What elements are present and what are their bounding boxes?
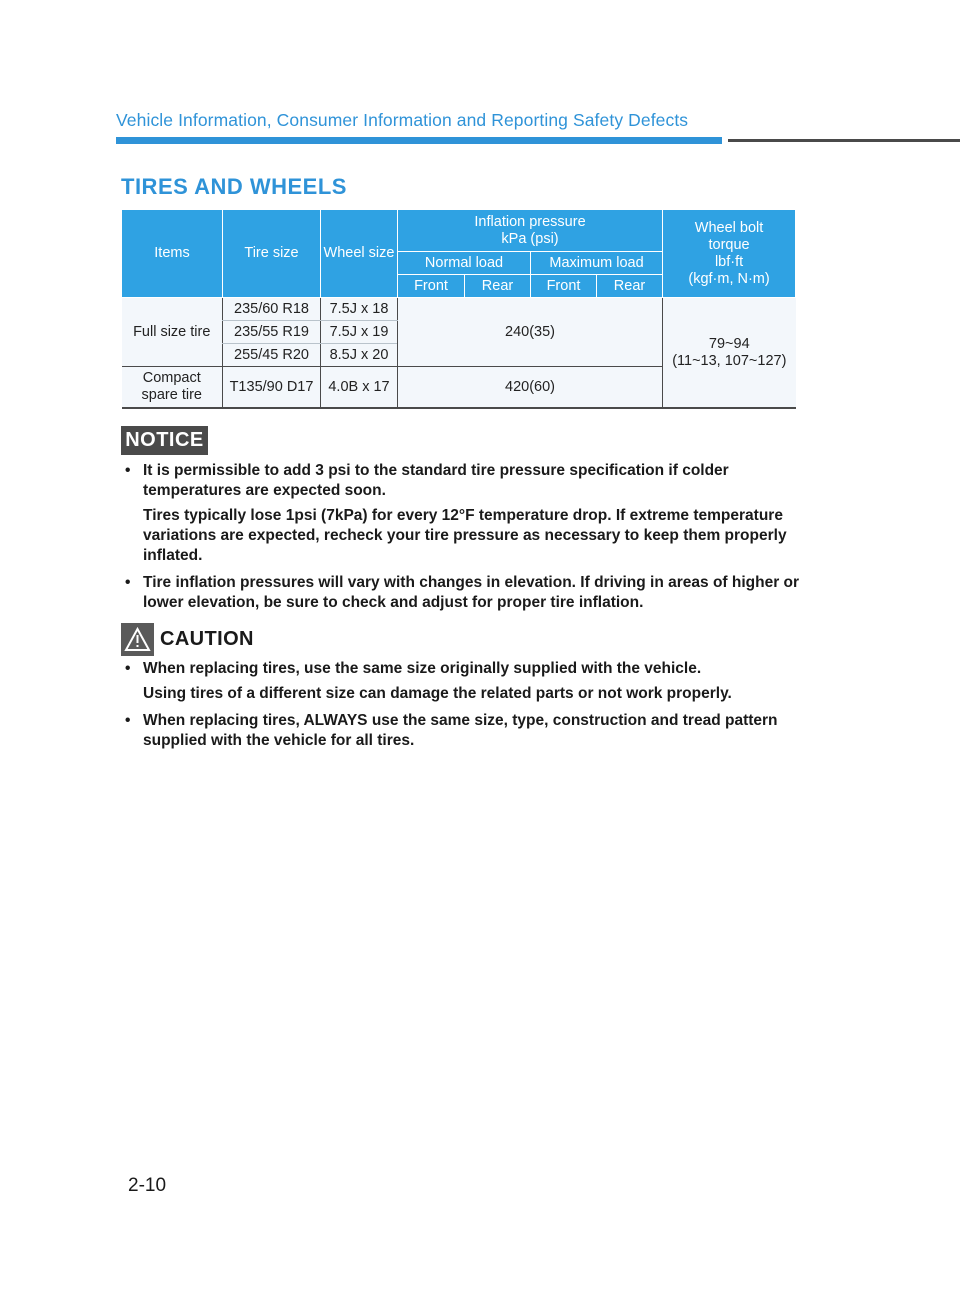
header-items: Items [122, 210, 223, 298]
torque-value-imperial: 79~94 [708, 335, 750, 352]
header-tire-size: Tire size [223, 210, 321, 298]
notice-badge: NOTICE [121, 426, 208, 455]
list-item [121, 461, 801, 566]
caution-list [121, 659, 801, 751]
notice-list [121, 461, 801, 613]
notice-text: Tire inflation pressures will vary with changes in elevation. If driving in areas of higher or lower elevation, be sure to check and adjust for proper tire inflation. [143, 574, 800, 611]
header-normal-load: Normal load [398, 252, 531, 275]
bullet-dot: • [125, 574, 131, 591]
bullet-dot: • [125, 712, 131, 729]
inflation-pressure-label: Inflation pressure [474, 213, 586, 230]
wheel-bolt-label: Wheel bolt [694, 219, 764, 236]
caution-text: When replacing tires, use the same size originally supplied with the vehicle. [143, 660, 702, 677]
full-size-tire-label: Full size tire [122, 298, 223, 367]
wheel-size-cell: 7.5J x 19 [321, 321, 398, 344]
header-rule-blue [116, 137, 722, 144]
tire-spec-table [121, 209, 796, 409]
header-max-rear: Rear [597, 275, 663, 298]
tire-size-cell: T135/90 D17 [223, 367, 321, 409]
torque-unit-metric: (kgf·m, N·m) [688, 270, 770, 287]
caution-label: CAUTION [160, 628, 254, 650]
notice-text: It is permissible to add 3 psi to the standard tire pressure specification if colder temperatures are expected soon. [143, 462, 729, 499]
header-wheel-size: Wheel size [321, 210, 398, 298]
wheel-size-cell: 4.0B x 17 [321, 367, 398, 409]
table-row [122, 298, 796, 321]
torque-value-cell [663, 298, 796, 409]
page-number: 2-10 [128, 1175, 167, 1196]
tire-size-cell: 235/55 R19 [223, 321, 321, 344]
bullet-dot: • [125, 462, 131, 479]
tire-size-cell: 255/45 R20 [223, 344, 321, 367]
header-maximum-load: Maximum load [531, 252, 663, 275]
caution-text: When replacing tires, ALWAYS use the same size, type, construction and tread pattern supplied with the vehicle for all tires. [143, 712, 778, 749]
warning-triangle-icon [121, 623, 154, 656]
wheel-size-cell: 7.5J x 18 [321, 298, 398, 321]
wheel-size-cell: 8.5J x 20 [321, 344, 398, 367]
header-title: Vehicle Information, Consumer Information and Reporting Safety Defects [116, 110, 689, 130]
list-item [121, 659, 801, 704]
section-title: TIRES AND WHEELS [121, 174, 347, 199]
compact-pressure-cell: 420(60) [398, 367, 663, 409]
full-size-pressure-cell: 240(35) [398, 298, 663, 367]
bullet-dot: • [125, 660, 131, 677]
caution-text: Using tires of a different size can damage the related parts or not work properly. [143, 685, 732, 702]
list-item [121, 573, 801, 613]
header-normal-front: Front [398, 275, 465, 298]
header-wheel-bolt-torque [663, 210, 796, 298]
header-inflation-pressure [398, 210, 663, 252]
list-item [121, 711, 801, 751]
compact-spare-label [122, 367, 223, 409]
header-rule-gray [728, 139, 960, 142]
torque-value-metric: (11~13, 107~127) [672, 352, 787, 369]
torque-label: torque [708, 236, 750, 253]
compact-label-line2: spare tire [141, 387, 202, 403]
header-max-front: Front [531, 275, 597, 298]
compact-label-line1: Compact [142, 370, 201, 386]
header-normal-rear: Rear [465, 275, 531, 298]
inflation-pressure-unit: kPa (psi) [501, 230, 559, 247]
torque-unit-imperial: lbf·ft [714, 253, 744, 270]
notice-text: Tires typically lose 1psi (7kPa) for every 12°F temperature drop. If extreme temperature variations are expected, recheck your tire pressure as necessary to keep them properly inflated. [143, 507, 787, 564]
tire-size-cell: 235/60 R18 [223, 298, 321, 321]
